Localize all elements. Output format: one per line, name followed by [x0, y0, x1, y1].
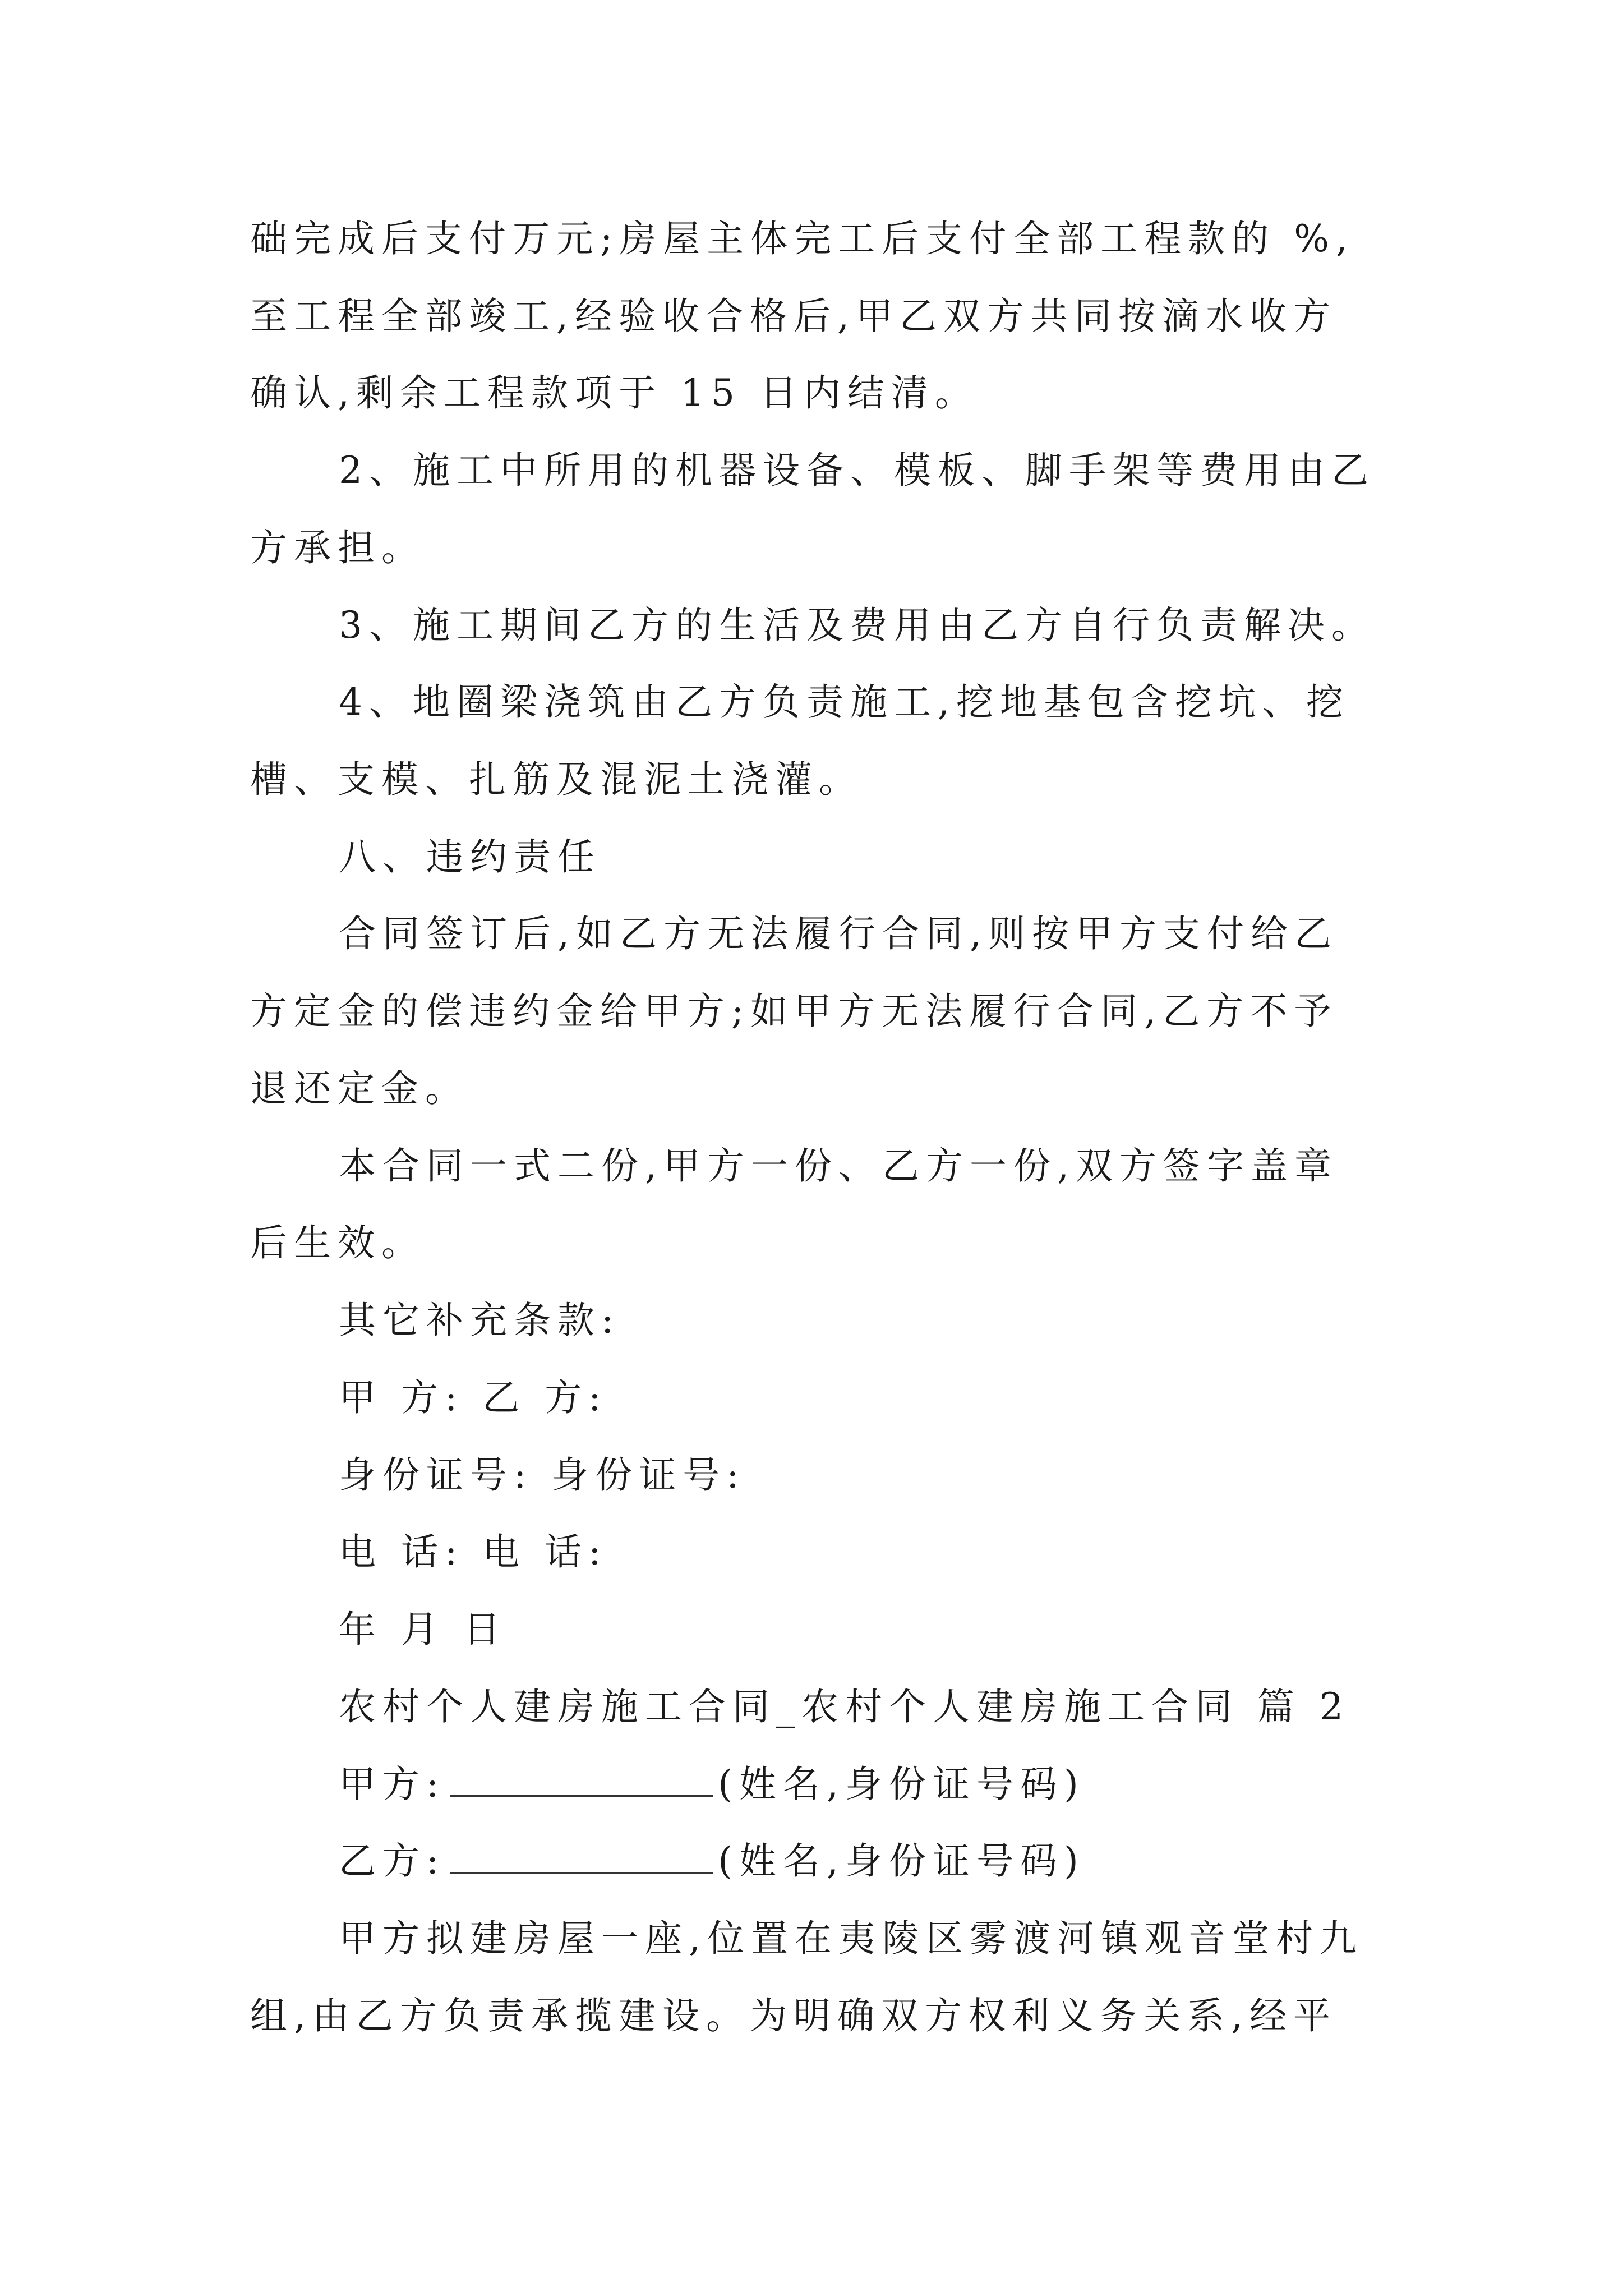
party-b-label: 乙方:	[339, 1839, 446, 1883]
party-b-line	[339, 1839, 1085, 1883]
text-line: 3、施工期间乙方的生活及费用由乙方自行负责解决。	[339, 604, 1375, 647]
party-a-label: 甲方:	[339, 1763, 446, 1806]
text-line: 后生效。	[250, 1221, 425, 1264]
party-a-note: (姓名,身份证号码)	[718, 1763, 1085, 1806]
text-line: 确认,剩余工程款项于 15 日内结清。	[250, 371, 979, 415]
text-line: 组,由乙方负责承揽建设。为明确双方权利义务关系,经平	[250, 1994, 1337, 2037]
signature-line: 甲 方: 乙 方:	[339, 1376, 608, 1419]
text-line: 合同签订后,如乙方无法履行合同,则按甲方支付给乙	[339, 912, 1338, 955]
text-line: 槽、支模、扎筋及混泥土浇灌。	[250, 758, 863, 801]
text-line: 退还定金。	[250, 1067, 469, 1110]
text-line: 至工程全部竣工,经验收合格后,甲乙双方共同按滴水收方	[250, 295, 1337, 338]
date-line: 年 月 日	[339, 1608, 507, 1651]
text-line: 4、地圈梁浇筑由乙方负责施工,挖地基包含挖坑、挖	[339, 680, 1350, 724]
section-heading: 八、违约责任	[339, 835, 601, 878]
text-line: 甲方拟建房屋一座,位置在夷陵区雾渡河镇观音堂村九	[339, 1917, 1363, 1960]
text-line: 其它补充条款:	[339, 1299, 621, 1342]
text-line: 2、施工中所用的机器设备、模板、脚手架等费用由乙	[339, 449, 1375, 492]
party-b-note: (姓名,身份证号码)	[718, 1839, 1085, 1883]
party-a-blank	[450, 1793, 713, 1797]
text-line: 方承担。	[250, 526, 425, 569]
phone-line: 电 话: 电 话:	[339, 1530, 608, 1573]
section-title: 农村个人建房施工合同_农村个人建房施工合同 篇 2	[339, 1685, 1350, 1728]
text-line: 本合同一式二份,甲方一份、乙方一份,双方签字盖章	[339, 1144, 1338, 1188]
party-a-line	[339, 1763, 1085, 1806]
text-line: 础完成后支付万元;房屋主体完工后支付全部工程款的 %,	[250, 217, 1354, 260]
id-line: 身份证号: 身份证号:	[339, 1453, 746, 1497]
party-b-blank	[450, 1870, 713, 1874]
text-line: 方定金的偿违约金给甲方;如甲方无法履行合同,乙方不予	[250, 990, 1338, 1033]
